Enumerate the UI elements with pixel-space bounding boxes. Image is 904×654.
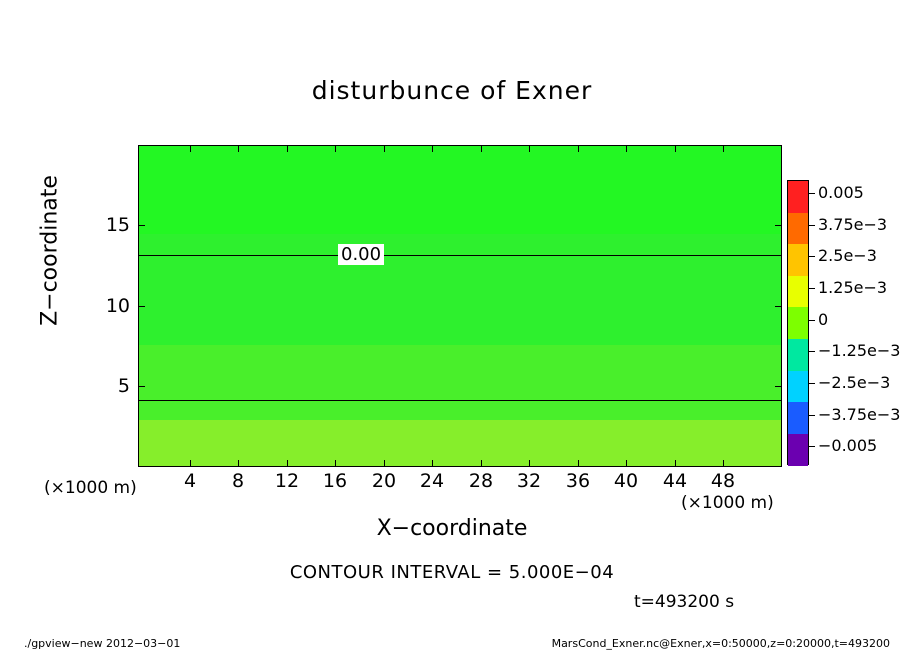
colorbar-label: −1.25e−3 [818, 341, 901, 360]
x-tick-top [335, 145, 336, 152]
y-tick-right [775, 225, 782, 226]
page-title: disturbunce of Exner [311, 76, 593, 105]
colorbar-segment [788, 402, 808, 434]
x-tick-label: 48 [710, 470, 736, 492]
y-tick-label: 5 [117, 375, 130, 397]
x-tick-top [481, 145, 482, 152]
colorbar-tick [809, 225, 815, 226]
colorbar-label: 0.005 [818, 183, 864, 202]
x-tick-label: 36 [565, 470, 591, 492]
x-tick [723, 460, 724, 467]
x-tick-top [287, 145, 288, 152]
colorbar-segment [788, 434, 808, 466]
contour-line-zero [139, 255, 781, 256]
colorbar-label: 0 [818, 310, 829, 329]
colorbar-label: 3.75e−3 [818, 215, 888, 234]
contour-label: 0.00 [338, 244, 384, 265]
filled-band [139, 345, 781, 420]
colorbar-segment [788, 181, 808, 213]
y-tick-label: 10 [105, 295, 130, 317]
x-tick-label: 4 [183, 470, 197, 492]
x-tick [287, 460, 288, 467]
colorbar-label: −3.75e−3 [818, 405, 901, 424]
x-axis-title: X−coordinate [376, 516, 528, 541]
x-tick-top [238, 145, 239, 152]
filled-band [139, 420, 781, 467]
x-tick-label: 40 [613, 470, 639, 492]
x-tick-top [626, 145, 627, 152]
x-tick-top [675, 145, 676, 152]
y-tick-label: 15 [105, 214, 130, 236]
x-tick-label: 24 [419, 470, 445, 492]
x-tick [238, 460, 239, 467]
footer-left: ./gpview−new 2012−03−01 [24, 637, 181, 650]
colorbar-label: 2.5e−3 [818, 246, 877, 265]
colorbar-tick [809, 288, 815, 289]
x-tick-top [529, 145, 530, 152]
x-tick [578, 460, 579, 467]
colorbar [787, 180, 809, 465]
footer-right: MarsCond_Exner.nc@Exner,x=0:50000,z=0:20000,t=493200 [551, 637, 890, 650]
x-tick-label: 12 [274, 470, 300, 492]
y-tick [138, 225, 145, 226]
timestamp-caption: t=493200 s [634, 592, 735, 612]
x-tick [384, 460, 385, 467]
x-tick-label: 28 [468, 470, 494, 492]
y-tick [138, 386, 145, 387]
contour-interval-caption: CONTOUR INTERVAL = 5.000E−04 [289, 562, 615, 583]
x-tick-top [384, 145, 385, 152]
colorbar-segment [788, 307, 808, 339]
y-axis-units: (×1000 m) [44, 478, 137, 498]
x-tick [481, 460, 482, 467]
filled-band [139, 146, 781, 234]
x-tick-top [723, 145, 724, 152]
x-tick [190, 460, 191, 467]
colorbar-segment [788, 339, 808, 371]
x-tick-label: 20 [371, 470, 397, 492]
contour-plot-area [138, 145, 782, 467]
x-tick-label: 32 [516, 470, 542, 492]
colorbar-tick [809, 351, 815, 352]
x-tick [529, 460, 530, 467]
colorbar-segment [788, 244, 808, 276]
x-tick-top [578, 145, 579, 152]
y-tick [138, 306, 145, 307]
filled-band [139, 234, 781, 345]
colorbar-tick [809, 193, 815, 194]
colorbar-tick [809, 446, 815, 447]
contour-line-lower [139, 400, 781, 401]
colorbar-label: 1.25e−3 [818, 278, 888, 297]
y-tick-right [775, 386, 782, 387]
colorbar-tick [809, 415, 815, 416]
x-tick [335, 460, 336, 467]
x-tick [675, 460, 676, 467]
colorbar-tick [809, 320, 815, 321]
y-axis-title: Z−coordinate [37, 175, 63, 326]
x-tick-label: 16 [322, 470, 348, 492]
colorbar-segment [788, 371, 808, 403]
x-tick-label: 8 [231, 470, 245, 492]
x-tick-top [190, 145, 191, 152]
x-tick [432, 460, 433, 467]
colorbar-segment [788, 213, 808, 245]
x-axis-units: (×1000 m) [681, 493, 774, 513]
colorbar-tick [809, 256, 815, 257]
x-tick-label: 44 [662, 470, 688, 492]
x-tick [626, 460, 627, 467]
colorbar-label: −2.5e−3 [818, 373, 891, 392]
colorbar-segment [788, 276, 808, 308]
colorbar-tick [809, 383, 815, 384]
y-tick-right [775, 306, 782, 307]
x-tick-top [432, 145, 433, 152]
colorbar-label: −0.005 [818, 436, 878, 455]
